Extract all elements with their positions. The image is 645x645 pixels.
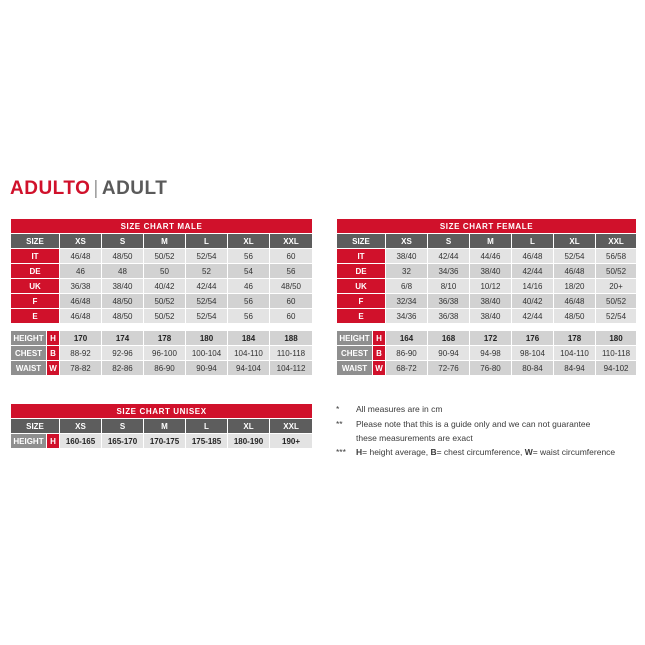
unisex-col-xs: XS [60,419,102,434]
female-uk-s: 8/10 [428,279,470,294]
male-de-xxl: 56 [270,264,313,279]
female-e-xl: 48/50 [554,309,596,324]
male-uk-xxl: 48/50 [270,279,313,294]
male-e-m: 50/52 [144,309,186,324]
female-measure-letter-w: W [373,361,386,376]
female-de-xxl: 50/52 [596,264,637,279]
male-waist-m: 86-90 [144,361,186,376]
table-row [11,249,313,264]
female-it-l: 46/48 [512,249,554,264]
male-row-label-it: IT [11,249,60,264]
page-title-separator: | [93,178,99,199]
male-col-l: L [186,234,228,249]
male-f-xl: 56 [228,294,270,309]
female-it-m: 44/46 [470,249,512,264]
female-uk-l: 14/16 [512,279,554,294]
male-table-title: SIZE CHART MALE [11,219,313,234]
male-table-title-row [11,219,313,234]
size-chart-male-table [10,218,313,376]
female-it-xs: 38/40 [386,249,428,264]
male-height-xxl: 188 [270,331,313,346]
male-e-s: 48/50 [102,309,144,324]
table-row [337,361,637,376]
female-it-xxl: 56/58 [596,249,637,264]
male-measure-label-height: HEIGHT [11,331,47,346]
male-row-label-e: E [11,309,60,324]
female-measure-label-height: HEIGHT [337,331,373,346]
unisex-measure-letter-h: H [47,434,60,449]
female-de-l: 42/44 [512,264,554,279]
female-waist-xs: 68-72 [386,361,428,376]
size-chart-unisex-table [10,403,313,449]
unisex-height-l: 175-185 [186,434,228,449]
note-text-1: All measures are in cm [356,404,443,414]
note-mark-3: *** [336,446,346,457]
table-row [11,361,313,376]
unisex-col-l: L [186,419,228,434]
page-title-right: ADULT [101,178,168,199]
unisex-height-m: 170-175 [144,434,186,449]
female-size-label: SIZE [337,234,386,249]
female-e-m: 38/40 [470,309,512,324]
page-title [10,178,167,200]
male-measure-letter-h: H [47,331,60,346]
table-row [337,249,637,264]
female-waist-s: 72-76 [428,361,470,376]
male-f-m: 50/52 [144,294,186,309]
male-waist-l: 90-94 [186,361,228,376]
male-height-xl: 184 [228,331,270,346]
female-f-s: 36/38 [428,294,470,309]
female-row-label-e: E [337,309,386,324]
female-e-s: 36/38 [428,309,470,324]
female-chest-s: 90-94 [428,346,470,361]
note-mark-1: * [336,404,340,414]
male-col-xxl: XXL [270,234,313,249]
note-text-3: H= height average, B= chest circumference, W= waist circumference [356,446,616,457]
male-waist-xl: 94-104 [228,361,270,376]
female-chest-xxl: 110-118 [596,346,637,361]
male-chest-xl: 104-110 [228,346,270,361]
table-row [337,346,637,361]
male-chest-m: 96-100 [144,346,186,361]
male-waist-xs: 78-82 [60,361,102,376]
female-row-label-f: F [337,294,386,309]
unisex-height-xxl: 190+ [270,434,313,449]
male-row-label-uk: UK [11,279,60,294]
male-measure-letter-b: B [47,346,60,361]
male-size-label: SIZE [11,234,60,249]
female-waist-xxl: 94-102 [596,361,637,376]
unisex-col-s: S [102,419,144,434]
table-row [337,331,637,346]
female-chest-l: 98-104 [512,346,554,361]
male-col-xs: XS [60,234,102,249]
female-table-title-row [337,219,637,234]
unisex-height-s: 165-170 [102,434,144,449]
male-column-header-row [11,234,313,249]
male-col-s: S [102,234,144,249]
note-text-2-continuation: these measurements are exact [356,433,473,443]
male-e-xl: 56 [228,309,270,324]
table-row [11,324,313,331]
male-de-s: 48 [102,264,144,279]
table-row [337,309,637,324]
female-de-xl: 46/48 [554,264,596,279]
note-mark-2: ** [336,418,343,429]
male-uk-s: 38/40 [102,279,144,294]
female-measure-label-chest: CHEST [337,346,373,361]
female-spacer [337,324,637,331]
female-de-xs: 32 [386,264,428,279]
male-row-label-f: F [11,294,60,309]
female-height-l: 176 [512,331,554,346]
female-col-s: S [428,234,470,249]
male-e-xxl: 60 [270,309,313,324]
table-row [337,264,637,279]
female-height-xl: 178 [554,331,596,346]
female-uk-xxl: 20+ [596,279,637,294]
female-waist-l: 80-84 [512,361,554,376]
female-row-label-uk: UK [337,279,386,294]
table-row [11,346,313,361]
female-it-xl: 52/54 [554,249,596,264]
male-measure-label-waist: WAIST [11,361,47,376]
female-row-label-de: DE [337,264,386,279]
female-table-title: SIZE CHART FEMALE [337,219,637,234]
table-row [11,294,313,309]
table-row [337,294,637,309]
note-item-2 [336,418,641,432]
male-de-l: 52 [186,264,228,279]
male-e-xs: 46/48 [60,309,102,324]
note-text-2: Please note that this is a guide only and we can not guarantee [356,418,591,429]
male-chest-l: 100-104 [186,346,228,361]
male-e-l: 52/54 [186,309,228,324]
female-uk-xs: 6/8 [386,279,428,294]
size-chart-female-table [336,218,637,376]
male-chest-xs: 88-92 [60,346,102,361]
table-row [337,279,637,294]
unisex-table-title-row [11,404,313,419]
male-it-m: 50/52 [144,249,186,264]
male-de-xs: 46 [60,264,102,279]
notes-block [336,403,641,460]
female-col-l: L [512,234,554,249]
female-waist-xl: 84-94 [554,361,596,376]
male-de-m: 50 [144,264,186,279]
unisex-measure-label-height: HEIGHT [11,434,47,449]
female-f-xxl: 50/52 [596,294,637,309]
male-it-xxl: 60 [270,249,313,264]
male-it-xl: 56 [228,249,270,264]
female-chest-xs: 86-90 [386,346,428,361]
female-measure-letter-b: B [373,346,386,361]
female-col-m: M [470,234,512,249]
table-row [337,324,637,331]
male-chest-s: 92-96 [102,346,144,361]
note-item-3 [336,446,641,460]
female-col-xl: XL [554,234,596,249]
female-height-xxl: 180 [596,331,637,346]
male-f-l: 52/54 [186,294,228,309]
female-chest-m: 94-98 [470,346,512,361]
female-col-xxl: XXL [596,234,637,249]
unisex-col-xxl: XXL [270,419,313,434]
male-col-m: M [144,234,186,249]
unisex-table-title: SIZE CHART UNISEX [11,404,313,419]
unisex-col-xl: XL [228,419,270,434]
female-e-xs: 34/36 [386,309,428,324]
female-height-m: 172 [470,331,512,346]
male-col-xl: XL [228,234,270,249]
unisex-height-xs: 160-165 [60,434,102,449]
male-height-s: 174 [102,331,144,346]
male-f-xs: 46/48 [60,294,102,309]
male-f-xxl: 60 [270,294,313,309]
female-uk-m: 10/12 [470,279,512,294]
male-f-s: 48/50 [102,294,144,309]
male-it-s: 48/50 [102,249,144,264]
male-height-l: 180 [186,331,228,346]
female-height-xs: 164 [386,331,428,346]
table-row [11,309,313,324]
male-de-xl: 54 [228,264,270,279]
female-de-m: 38/40 [470,264,512,279]
male-uk-xs: 36/38 [60,279,102,294]
male-row-label-de: DE [11,264,60,279]
female-height-s: 168 [428,331,470,346]
male-measure-label-chest: CHEST [11,346,47,361]
female-f-xl: 46/48 [554,294,596,309]
female-e-xxl: 52/54 [596,309,637,324]
male-waist-xxl: 104-112 [270,361,313,376]
male-spacer [11,324,313,331]
table-row [11,331,313,346]
male-measure-letter-w: W [47,361,60,376]
male-height-xs: 170 [60,331,102,346]
female-e-l: 42/44 [512,309,554,324]
female-it-s: 42/44 [428,249,470,264]
female-f-m: 38/40 [470,294,512,309]
female-row-label-it: IT [337,249,386,264]
page-title-left: ADULTO [10,178,91,199]
male-uk-m: 40/42 [144,279,186,294]
female-de-s: 34/36 [428,264,470,279]
female-chest-xl: 104-110 [554,346,596,361]
female-uk-xl: 18/20 [554,279,596,294]
male-uk-l: 42/44 [186,279,228,294]
male-it-xs: 46/48 [60,249,102,264]
female-measure-label-waist: WAIST [337,361,373,376]
male-uk-xl: 46 [228,279,270,294]
male-height-m: 178 [144,331,186,346]
male-waist-s: 82-86 [102,361,144,376]
male-chest-xxl: 110-118 [270,346,313,361]
table-row [11,279,313,294]
unisex-col-m: M [144,419,186,434]
female-measure-letter-h: H [373,331,386,346]
unisex-height-xl: 180-190 [228,434,270,449]
female-waist-m: 76-80 [470,361,512,376]
note-item-1 [336,403,641,417]
table-row [11,434,313,449]
female-f-l: 40/42 [512,294,554,309]
unisex-size-label: SIZE [11,419,60,434]
female-f-xs: 32/34 [386,294,428,309]
female-column-header-row [337,234,637,249]
male-it-l: 52/54 [186,249,228,264]
female-col-xs: XS [386,234,428,249]
table-row [11,264,313,279]
unisex-column-header-row [11,419,313,434]
